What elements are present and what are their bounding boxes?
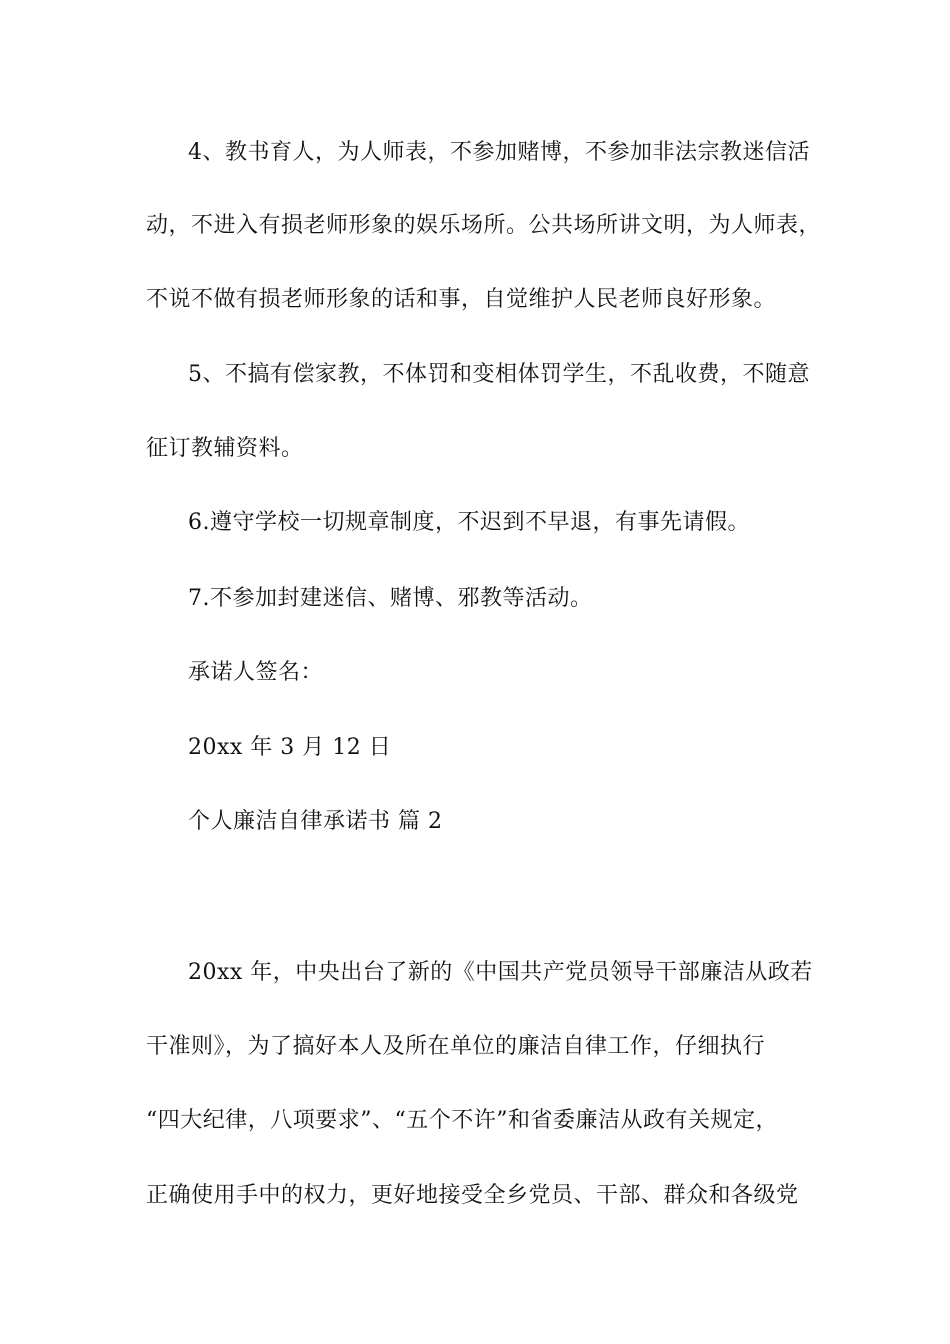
paragraph-line: 5、不搞有偿家教，不体罚和变相体罚学生，不乱收费，不随意 — [188, 362, 810, 387]
paragraph-line: “四大纪律，八项要求”、“五个不许”和省委廉洁从政有关规定， — [146, 1108, 778, 1133]
section-title: 个人廉洁自律承诺书 篇 2 — [188, 809, 443, 834]
paragraph-line: 7.不参加封建迷信、赌博、邪教等活动。 — [188, 586, 593, 611]
paragraph-line: 不说不做有损老师形象的话和事，自觉维护人民老师良好形象。 — [146, 287, 777, 312]
paragraph-line: 动，不进入有损老师形象的娱乐场所。公共场所讲文明，为人师表， — [146, 213, 822, 238]
signature-label: 承诺人签名： — [188, 660, 324, 685]
paragraph-line: 4、教书育人，为人师表，不参加赌博，不参加非法宗教迷信活 — [188, 140, 810, 165]
paragraph-line: 20xx 年，中央出台了新的《中国共产党员领导干部廉洁从政若 — [188, 960, 813, 985]
paragraph-line: 征订教辅资料。 — [146, 436, 304, 461]
paragraph-line: 正确使用手中的权力，更好地接受全乡党员、干部、群众和各级党 — [146, 1183, 799, 1208]
paragraph-line: 干准则》，为了搞好本人及所在单位的廉洁自律工作，仔细执行 — [146, 1034, 766, 1059]
paragraph-line: 6.遵守学校一切规章制度，不迟到不早退，有事先请假。 — [188, 510, 750, 535]
date-line: 20xx 年 3 月 12 日 — [188, 735, 392, 760]
